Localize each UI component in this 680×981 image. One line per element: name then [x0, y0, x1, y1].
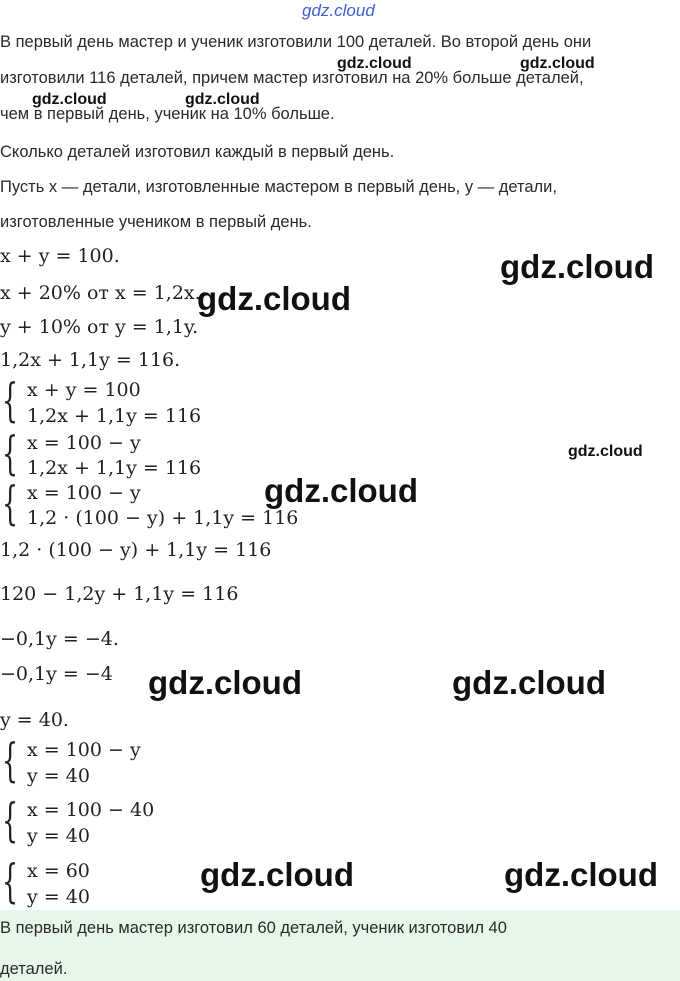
system-6-line-1: x = 60: [27, 860, 90, 882]
problem-question: Сколько деталей изготовил каждый в первый день.: [0, 143, 395, 161]
equation-substituted: 1,2 · (100 − y) + 1,1y = 116: [0, 539, 272, 561]
system-brace: {: [2, 793, 19, 847]
watermark: gdz.cloud: [520, 55, 595, 72]
equation-sum: x + y = 100.: [0, 245, 120, 267]
system-2-line-1: x = 100 − y: [27, 432, 141, 454]
watermark: gdz.cloud: [197, 280, 351, 317]
site-logo[interactable]: gdz.cloud: [302, 1, 375, 20]
system-brace: {: [2, 373, 19, 427]
watermark: gdz.cloud: [264, 472, 418, 509]
problem-text-line-1: В первый день мастер и ученик изготовили 100 деталей. Во второй день они: [0, 33, 592, 51]
equation-y-result: y = 40.: [0, 709, 69, 731]
watermark: gdz.cloud: [337, 55, 412, 72]
equation-simplified: −0,1y = −4.: [0, 628, 119, 650]
system-5-line-1: x = 100 − 40: [27, 799, 155, 821]
system-4-line-2: y = 40: [27, 765, 90, 787]
system-brace: {: [2, 426, 19, 480]
system-1-line-1: x + y = 100: [27, 379, 141, 401]
answer-text-line-1: В первый день мастер изготовил 60 деталей, ученик изготовил 40: [0, 919, 507, 937]
watermark: gdz.cloud: [200, 856, 354, 893]
watermark: gdz.cloud: [568, 443, 643, 460]
equation-student: y + 10% от y = 1,1y.: [0, 316, 199, 338]
system-brace: {: [2, 854, 19, 908]
problem-text-line-2: изготовили 116 деталей, причем мастер изготовил на 20% больше деталей,: [0, 69, 584, 87]
equation-expanded: 120 − 1,2y + 1,1y = 116: [0, 583, 239, 605]
system-brace: {: [2, 476, 19, 530]
equation-second-day: 1,2x + 1,1y = 116.: [0, 349, 181, 371]
watermark: gdz.cloud: [185, 91, 260, 108]
let-text-line-1: Пусть x — детали, изготовленные мастером в первый день, y — детали,: [0, 178, 557, 196]
watermark: gdz.cloud: [148, 664, 302, 701]
system-5-line-2: y = 40: [27, 825, 90, 847]
watermark: gdz.cloud: [32, 91, 107, 108]
let-text-line-2: изготовленные учеником в первый день.: [0, 213, 312, 231]
equation-simplified-repeat: −0,1y = −4: [0, 663, 113, 685]
system-4-line-1: x = 100 − y: [27, 739, 141, 761]
system-3-line-2: 1,2 · (100 − y) + 1,1y = 116: [27, 507, 299, 529]
system-2-line-2: 1,2x + 1,1y = 116: [27, 457, 202, 479]
system-6-line-2: y = 40: [27, 886, 90, 908]
watermark: gdz.cloud: [500, 248, 654, 285]
system-brace: {: [2, 733, 19, 787]
system-1-line-2: 1,2x + 1,1y = 116: [27, 405, 202, 427]
answer-text-line-2: деталей.: [0, 960, 68, 978]
equation-master: x + 20% от x = 1,2x.: [0, 282, 201, 304]
watermark: gdz.cloud: [504, 856, 658, 893]
system-3-line-1: x = 100 − y: [27, 482, 141, 504]
problem-text-line-3: чем в первый день, ученик на 10% больше.: [0, 105, 335, 123]
watermark: gdz.cloud: [452, 664, 606, 701]
